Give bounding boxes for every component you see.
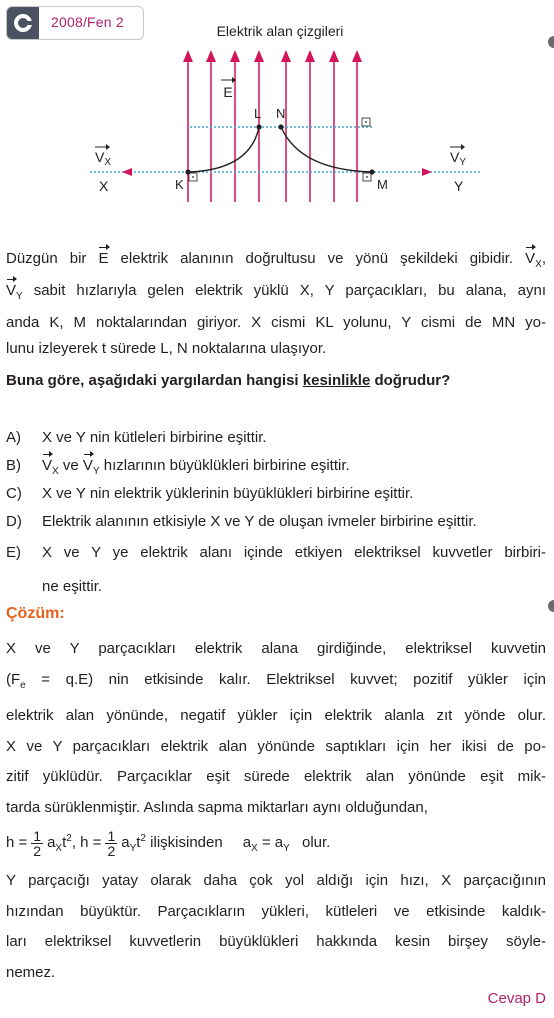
formula-line: h = $\frac{1}{2}$ $a_Xt^2$, h = $\frac{1}{2}$ $a_Yt^2$ ilişkisinden $a_X = a_Y$ olur. [6, 827, 331, 859]
figure-title: Elektrik alan çizgileri [216, 23, 344, 39]
vy-vector-symbol: V [6, 278, 16, 304]
arrow-up-icon [352, 50, 362, 62]
point-k-label: K [175, 177, 184, 192]
vy-label: $V_Y$ [450, 149, 467, 168]
point-m-dot [369, 169, 374, 174]
solution-conclusion: Y parçacığı yatay olarak daha çok yol aldığı için hızı, X parçacığının hızından büyüktür. Parçacıkların yükleri, kütleleri ve etkisinde kaldık- ları elektriksel kuvvetlerin büyüklükleri hakkında kesin birşey söyle- nemez. [6, 872, 546, 981]
arrow-up-icon [183, 50, 193, 62]
field-vector-symbol: E [98, 246, 108, 272]
page-edge-marker [548, 600, 554, 612]
question-prompt: Buna göre, aşağıdaki yargılardan hangisi kesinlikle doğrudur? [6, 372, 451, 389]
point-n-dot [278, 124, 283, 129]
arrow-up-icon [206, 50, 216, 62]
arrow-up-icon [254, 50, 264, 62]
field-vector-label [221, 77, 236, 100]
vx-vector-label [95, 144, 111, 168]
question-text: Düzgün bir E elektrik alanının doğrultusu ve yönü şekildeki gibidir. $V_X$, $V_Y$ sabit hızlarıyla gelen elektrik yüklü X, Y parçacıkları, bu alana, aynı anda K, M noktalarından giriyor. X cismi KL yolunu, Y cismi de MN yo- lunu izleyerek t sürede L, N noktalarına ulaşıyor. [6, 246, 546, 362]
point-l-label: L [254, 106, 262, 121]
arrow-up-icon [305, 50, 315, 62]
point-x-label: X [99, 178, 109, 194]
vector-arrow-icon [106, 144, 110, 150]
vy-vector-label [450, 144, 466, 168]
trajectory-kl [188, 127, 259, 172]
arrow-up-icon [230, 50, 240, 62]
vector-arrow-icon [461, 144, 465, 150]
arrow-right-icon [122, 168, 132, 176]
point-n-label: N [276, 106, 286, 121]
solution-text: X ve Y parçacıkları elektrik alana girdiğinde, elektriksel kuvvetin $(F_e = q.E)$ nin etkisinde kalır. Elektriksel kuvvet; pozitif yükler için elektrik alan yönünde, negatif yükler için elektrik alanla zıt yönde olur. X ve Y parçacıkları elektrik alan yönünde saptıkları için her ikisi de po- zitif yüklüdür. Parçacıklar eşit sürede elektrik alan yönünde eşit mik- tarda sürüklenmiştir. Aslında sapma miktarları aynı olduğundan, [6, 640, 546, 816]
field-lines [183, 50, 362, 202]
point-k-dot [185, 169, 190, 174]
answer-label: Cevap D [487, 990, 546, 1007]
trajectory-mn [281, 127, 372, 172]
arrow-up-icon [281, 50, 291, 62]
point-m-label: M [377, 177, 388, 192]
point-y-label: Y [454, 178, 464, 194]
field-label-text: E [223, 84, 233, 100]
electric-field-diagram [0, 20, 554, 202]
point-l-dot [256, 124, 261, 129]
badge-label: 2008/Fen 2 [51, 14, 124, 30]
solution-title: Çözüm: [6, 605, 65, 622]
arrow-up-icon [329, 50, 339, 62]
arrow-left-icon [422, 168, 432, 176]
vx-vector-symbol: V [525, 246, 535, 272]
vx-label: $V_X$ [95, 149, 112, 168]
